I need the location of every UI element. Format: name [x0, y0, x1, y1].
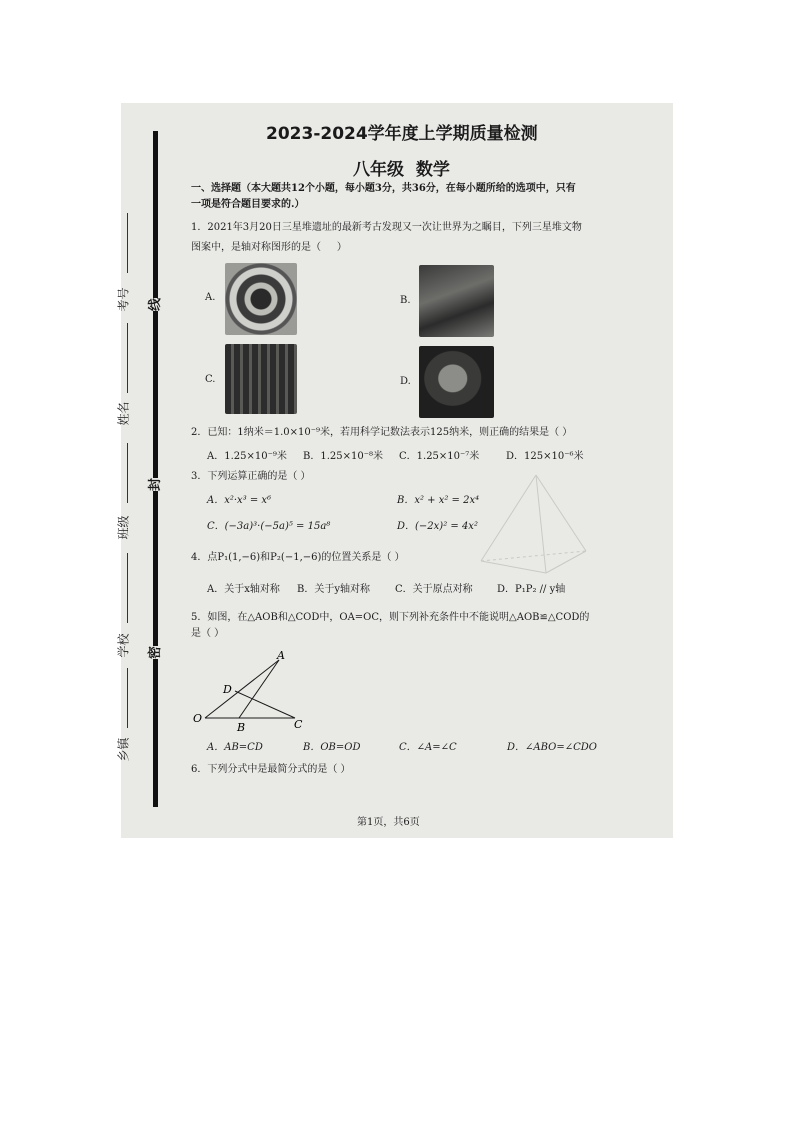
question-2-stem: 2．已知：1纳米＝1.0×10⁻⁹米，若用科学记数法表示125纳米，则正确的结果是（ ）: [191, 427, 573, 438]
q5-option-c: C．∠A=∠C: [399, 742, 457, 753]
q1-option-d-label: D.: [400, 376, 411, 387]
exam-paper-photo: [116, 103, 673, 838]
q5-option-a: A．AB=CD: [207, 742, 263, 753]
bleed-through-figure: [476, 473, 596, 583]
q4-option-b: B．关于y轴对称: [297, 584, 370, 595]
question-6-stem: 6．下列分式中是最简分式的是（ ）: [191, 764, 351, 775]
artifact-photo-a: [225, 263, 297, 335]
q4-option-a: A．关于x轴对称: [207, 584, 280, 595]
q3-option-b: B．x² + x² = 2x⁴: [397, 495, 480, 506]
q5-option-b: B．OB=OD: [303, 742, 361, 753]
artifact-photo-c: [225, 344, 297, 414]
triangle-figure: [191, 648, 311, 738]
figure-label-d: D: [223, 683, 232, 696]
binding-marker-secret: 密: [144, 646, 163, 659]
binding-marker-line: 线: [144, 298, 163, 311]
side-underline: [127, 668, 128, 728]
q4-option-d: D．P₁P₂ // y轴: [497, 584, 566, 595]
q3-option-c: C．(−3a)³·(−5a)⁵ = 15a⁸: [207, 521, 331, 532]
question-4-stem: 4．点P₁(1,−6)和P₂(−1,−6)的位置关系是（ ）: [191, 552, 405, 563]
q1-option-a-label: A.: [205, 292, 216, 303]
section-intro-line2: 一项是符合题目要求的.）: [191, 199, 305, 210]
q4-option-c: C．关于原点对称: [395, 584, 473, 595]
side-label-school: 学校: [116, 633, 131, 658]
side-underline: [127, 443, 128, 503]
question-1-line1: 1．2021年3月20日三星堆遗址的最新考古发现又一次让世界为之瞩目，下列三星堆文物: [191, 222, 582, 233]
q5-option-d: D．∠ABO=∠CDO: [507, 742, 597, 753]
binding-line: [153, 131, 158, 807]
question-5-line1: 5．如图，在△AOB和△COD中，OA=OC，则下列补充条件中不能说明△AOB≌△COD的: [191, 612, 590, 623]
question-3-stem: 3．下列运算正确的是（ ）: [191, 471, 311, 482]
side-label-exam-number: 考号: [116, 287, 131, 312]
side-label-township: 乡镇: [116, 737, 131, 762]
side-underline: [127, 213, 128, 273]
section-intro-line1: 一、选择题（本大题共12个小题，每小题3分，共36分，在每小题所给的选项中，只有: [191, 183, 576, 194]
q1-option-b-label: B.: [400, 295, 411, 306]
figure-label-a: A: [277, 649, 285, 662]
q1-option-c-label: C.: [205, 374, 216, 385]
side-underline: [127, 323, 128, 393]
q3-option-a: A．x²·x³ = x⁶: [207, 495, 272, 506]
exam-subtitle: 八年级 数学: [353, 160, 450, 180]
artifact-photo-b: [419, 265, 494, 337]
figure-label-b: B: [237, 721, 246, 734]
q2-option-b: B．1.25×10⁻⁸米: [303, 451, 384, 462]
q3-option-d: D．(−2x)² = 4x²: [397, 521, 478, 532]
question-5-line2: 是（ ）: [191, 628, 225, 639]
side-underline: [127, 553, 128, 623]
artifact-photo-d: [419, 346, 494, 418]
figure-label-o: O: [193, 712, 203, 725]
side-label-class: 班级: [116, 515, 131, 540]
q2-option-d: D．125×10⁻⁶米: [506, 451, 584, 462]
exam-title: 2023-2024学年度上学期质量检测: [266, 124, 538, 144]
side-label-name: 姓名: [116, 401, 131, 426]
question-1-line2: 图案中，是轴对称图形的是（ ）: [191, 242, 347, 253]
figure-label-c: C: [294, 718, 303, 731]
page-footer: 第1页，共6页: [357, 817, 420, 828]
q2-option-a: A．1.25×10⁻⁹米: [207, 451, 287, 462]
binding-marker-seal: 封: [144, 478, 163, 491]
q2-option-c: C．1.25×10⁻⁷米: [399, 451, 480, 462]
